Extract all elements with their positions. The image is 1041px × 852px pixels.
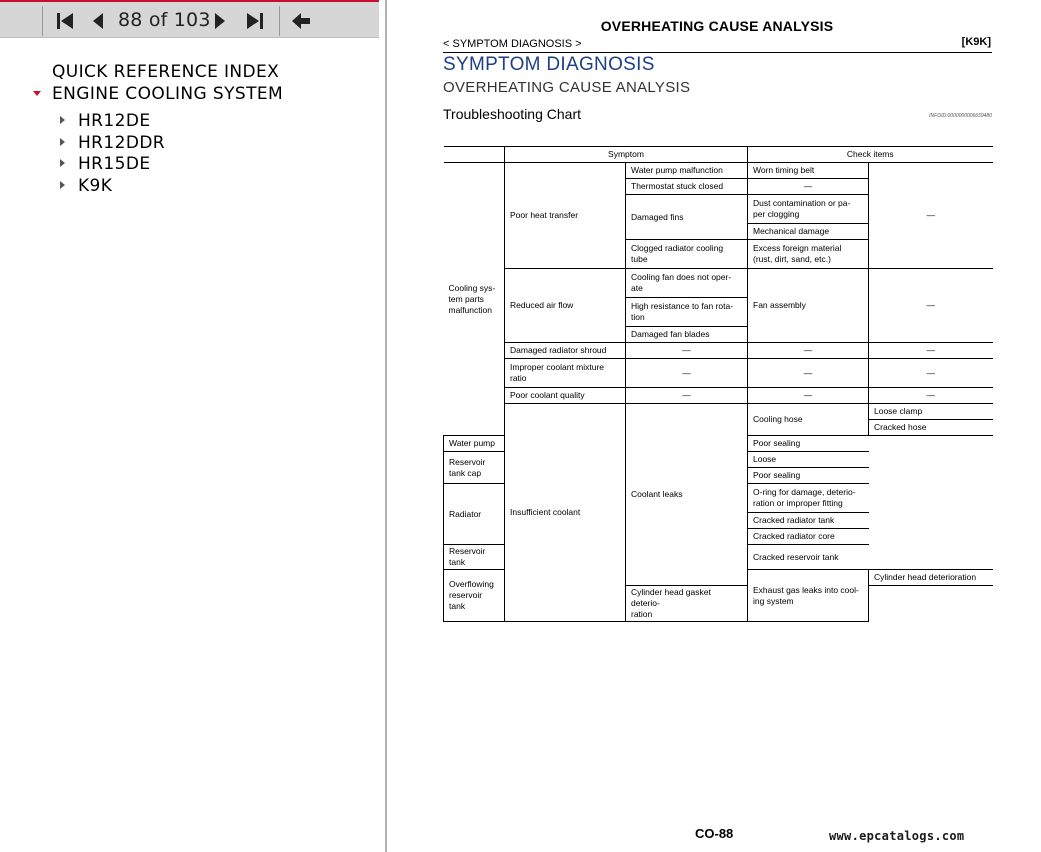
- table-cell: Cylinder head deterioration: [869, 570, 993, 586]
- engine-code: [K9K]: [961, 36, 991, 48]
- table-cell: Reservoir tank cap: [444, 452, 505, 484]
- document-page: [387, 0, 1041, 852]
- table-cell: Cooling fan does not oper- ate: [626, 269, 748, 298]
- table-cell: —: [869, 269, 993, 343]
- info-id: INFOID:0000000006659480: [929, 113, 992, 119]
- table-row: [444, 388, 993, 404]
- previous-page-icon: [90, 11, 106, 31]
- symptom-poor-heat-transfer: Poor heat transfer: [505, 163, 626, 269]
- table-cell: Cracked reservoir tank: [748, 545, 869, 570]
- table-row: [444, 269, 993, 298]
- table-cell: —: [869, 343, 993, 359]
- header-check-items: Check items: [748, 147, 993, 163]
- table-cell: O-ring for damage, deterio- ration or improper fitting: [748, 484, 869, 513]
- table-cell: Poor sealing: [748, 468, 869, 484]
- table-cell: —: [869, 388, 993, 404]
- table-cell: Poor sealing: [748, 436, 869, 452]
- table-cell: Excess foreign material (rust, dirt, sand, etc.): [748, 240, 869, 269]
- table-row: [444, 359, 993, 388]
- table-cell: Cracked hose: [869, 420, 993, 436]
- cause-overflowing-reservoir-tank: Overflowing reservoir tank: [444, 570, 505, 622]
- symptom-poor-coolant-quality: Poor coolant quality: [505, 388, 626, 404]
- table-cell: Cooling hose: [748, 404, 869, 436]
- back-icon: [290, 11, 312, 31]
- next-page-icon: [212, 11, 228, 31]
- cause-coolant-leaks: Coolant leaks: [626, 404, 748, 586]
- symptom-reduced-air-flow: Reduced air flow: [505, 269, 626, 343]
- table-cell: —: [626, 359, 748, 388]
- page-toolbar: [0, 0, 379, 38]
- bookmark-hr15de[interactable]: HR15DE: [78, 154, 151, 174]
- table-cell: Mechanical damage: [748, 224, 869, 240]
- breadcrumb: < SYMPTOM DIAGNOSIS >: [443, 38, 582, 50]
- troubleshooting-table: [443, 146, 993, 622]
- table-cell: [444, 147, 505, 163]
- table-cell: Reservoir tank: [444, 545, 505, 570]
- section-title: SYMPTOM DIAGNOSIS: [443, 54, 655, 75]
- back-button[interactable]: [288, 8, 314, 34]
- toolbar-separator: [42, 6, 43, 36]
- table-cell: Water pump malfunction: [626, 163, 748, 179]
- watermark: www.epcatalogs.com: [829, 829, 965, 843]
- header-symptom: Symptom: [505, 147, 748, 163]
- bookmark-hr12de[interactable]: HR12DE: [78, 111, 151, 131]
- table-cell: Worn timing belt: [748, 163, 869, 179]
- section-subtitle: OVERHEATING CAUSE ANALYSIS: [443, 79, 691, 96]
- collapsed-arrow-icon[interactable]: [60, 181, 65, 189]
- collapsed-arrow-icon[interactable]: [60, 159, 65, 167]
- table-header-row: [444, 147, 993, 163]
- expanded-chevron-icon[interactable]: [32, 90, 42, 98]
- symptom-improper-coolant-mixture: Improper coolant mixture ratio: [505, 359, 626, 388]
- next-page-button[interactable]: [208, 8, 232, 34]
- last-page-icon: [244, 11, 266, 31]
- first-page-icon: [54, 11, 76, 31]
- table-row: [444, 163, 993, 179]
- table-row: [444, 404, 993, 420]
- table-cell: High resistance to fan rota- tion: [626, 298, 748, 327]
- page-number: CO-88: [695, 826, 734, 841]
- table-cell: Exhaust gas leaks into cool- ing system: [748, 570, 869, 622]
- header-rule: [443, 52, 992, 53]
- table-cell: Radiator: [444, 484, 505, 545]
- table-cell: —: [626, 343, 748, 359]
- table-cell: Water pump: [444, 436, 505, 452]
- table-cell: —: [626, 388, 748, 404]
- table-cell: —: [869, 163, 993, 269]
- table-cell: —: [748, 343, 869, 359]
- table-cell: Damaged fan blades: [626, 327, 748, 343]
- first-page-button[interactable]: [52, 8, 78, 34]
- page-indicator[interactable]: 88 of 103: [118, 9, 211, 31]
- table-cell: —: [748, 179, 869, 195]
- last-page-button[interactable]: [242, 8, 268, 34]
- page-header-title: OVERHEATING CAUSE ANALYSIS: [600, 18, 834, 34]
- table-cell: —: [869, 359, 993, 388]
- bookmark-k9k[interactable]: K9K: [78, 176, 113, 196]
- table-cell: Loose clamp: [869, 404, 993, 420]
- table-cell: —: [748, 388, 869, 404]
- bookmark-hr12ddr[interactable]: HR12DDR: [78, 133, 166, 153]
- symptom-damaged-radiator-shroud: Damaged radiator shroud: [505, 343, 626, 359]
- table-cell: Clogged radiator cooling tube: [626, 240, 748, 269]
- collapsed-arrow-icon[interactable]: [60, 138, 65, 146]
- table-cell: Dust contamination or pa- per clogging: [748, 195, 869, 224]
- table-cell: Cracked radiator tank: [748, 513, 869, 529]
- group-cooling-system-malfunction: Cooling sys- tem parts malfunction: [444, 163, 505, 436]
- bookmark-quick-reference-index[interactable]: QUICK REFERENCE INDEX: [52, 62, 280, 82]
- collapsed-arrow-icon[interactable]: [60, 116, 65, 124]
- table-row: [444, 343, 993, 359]
- table-cell: Thermostat stuck closed: [626, 179, 748, 195]
- table-cell: Cylinder head gasket deterio- ration: [626, 586, 748, 622]
- table-cell: Cracked radiator core: [748, 529, 869, 545]
- table-cell: —: [748, 359, 869, 388]
- bookmark-engine-cooling-system[interactable]: ENGINE COOLING SYSTEM: [52, 84, 284, 104]
- table-cell: Damaged fins: [626, 195, 748, 240]
- chart-title: Troubleshooting Chart: [443, 106, 582, 122]
- table-cell: Fan assembly: [748, 269, 869, 343]
- table-cell: Loose: [748, 452, 869, 468]
- previous-page-button[interactable]: [86, 8, 110, 34]
- symptom-insufficient-coolant: Insufficient coolant: [505, 404, 626, 622]
- toolbar-separator: [279, 6, 280, 36]
- navigation-pane: [0, 0, 385, 852]
